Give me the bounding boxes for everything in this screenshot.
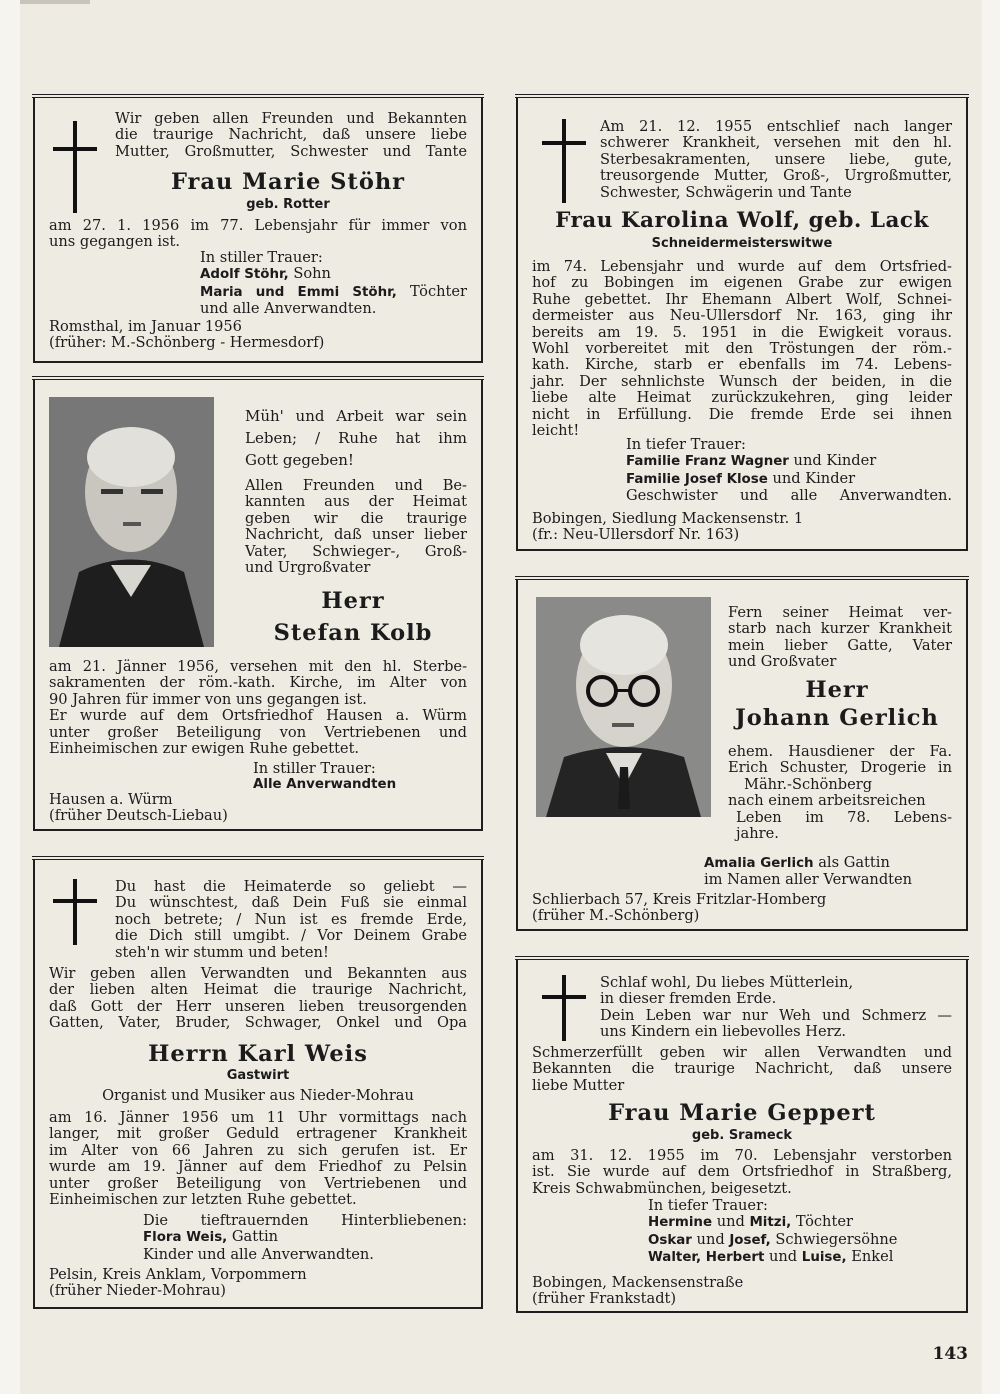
page-margin-left [0, 0, 20, 1394]
place-line: Schlierbach 57, Kreis Fritzlar-Homberg (früher M.-Schönberg) [532, 891, 827, 925]
death-details: am 21. Jänner 1956, versehen mit den hl. Sterbe- sakramenten der röm.-kath. Kirche, im Alter von 90 Jahren für immer von uns gegangen ist. Er wurde auf dem Ortsfriedhof Hausen a. Würm unter großer Beteiligung von Vertriebenen und Einheimischen zur ewigen Ruhe gebettet. [49, 658, 467, 758]
obituary-marie-geppert [516, 959, 968, 1313]
cross-icon [53, 121, 97, 213]
verse-text: Schlaf wohl, Du liebes Mütterlein, in dieser fremden Erde. Dein Leben war nur Weh und Schmerz — uns Kindern ein liebevolles Herz. [600, 974, 952, 1041]
mourners-block: Amalia Gerlich als Gattin im Namen aller Verwandten [704, 854, 913, 889]
verse-text: Du hast die Heimaterde so geliebt — Du wünschtest, daß Dein Fuß sie einmal noch betrete; / Nun ist es fremde Erde, die Dich still umgibt. / Vor Deinem Grabe steh'n wir stumm und beten! [115, 878, 467, 961]
death-details: ehem. Hausdiener der Fa. Erich Schuster, Drogerie in Mähr.-Schönberg nach einem arbeitsreichen Leben im 78. Lebens- jahre. [728, 743, 952, 843]
intro-text: Schmerzerfüllt geben wir allen Verwandten und Bekannten die traurige Nachricht, daß unsere liebe Mutter [532, 1044, 952, 1094]
place-line: Hausen a. Würm (früher Deutsch-Liebau) [49, 791, 228, 825]
deceased-name: Frau Karolina Wolf, geb. Lack [555, 208, 929, 233]
place-line: Romsthal, im Januar 1956 (früher: M.-Schönberg - Hermesdorf) [49, 318, 325, 352]
mourners-block: In tiefer Trauer: Hermine und Mitzi, Töchter Oskar und Josef, Schwiegersöhne Walter, Herbert und Luise, Enkel [648, 1197, 898, 1266]
deceased-name: Herrn Karl Weis [148, 1041, 368, 1067]
maiden-name: geb. Srameck [691, 1128, 793, 1143]
cross-icon [542, 119, 586, 203]
intro-text: Wir geben allen Freunden und Bekannten die traurige Nachricht, daß unsere liebe Mutter, Großmutter, Schwester und Tante [115, 110, 467, 160]
death-details: am 27. 1. 1956 im 77. Lebensjahr für immer von uns gegangen ist. [49, 217, 467, 251]
intro-text: Allen Freunden und Be- kannten aus der Heimat geben wir die traurige Nachricht, daß unser lieber Vater, Schwieger-, Groß- und Urgroßvater [245, 477, 467, 577]
deceased-name: Stefan Kolb [273, 620, 433, 646]
mourners-block: In stiller Trauer: Adolf Stöhr, Sohn Maria und Emmi Stöhr, Töchter und alle Anverwandten. [200, 249, 467, 318]
death-details: am 31. 12. 1955 im 70. Lebensjahr verstorben ist. Sie wurde auf dem Ortsfriedhof in Straßberg, Kreis Schwabmünchen, beigesetzt. [532, 1147, 952, 1197]
portrait-photo [49, 397, 214, 647]
mourners-block: Die tieftrauernden Hinterbliebenen: Flora Weis, Gattin Kinder und alle Anverwandten. [143, 1212, 467, 1263]
cross-icon [53, 879, 97, 945]
intro-text: Wir geben allen Verwandten und Bekannten aus der lieben alten Heimat die traurige Nachricht, daß Gott der Herr unseren lieben treusorgenden Gatten, Vater, Bruder, Schwager, Onkel und Opa [49, 965, 467, 1032]
title-herr: Herr [805, 677, 869, 703]
page-margin-right [982, 0, 1000, 1394]
place-line: Bobingen, Siedlung Mackensenstr. 1 (fr.: Neu-Ullersdorf Nr. 163) [532, 510, 804, 544]
mourners-block: In stiller Trauer: Alle Anverwandten [253, 760, 397, 793]
obituary-marie-stoehr [33, 97, 483, 363]
death-details: im 74. Lebensjahr und wurde auf dem Ortsfried- hof zu Bobingen im eigenen Grabe zur ewigen Ruhe gebettet. Ihr Ehemann Albert Wolf, Schnei- dermeister aus Neu-Ullersdorf Nr. 163, ging ihr bereits am 19. 5. 1951 in die Ewigkeit voraus. Wohl vorbereitet mit den Tröstungen der röm.- kath. Kirche, starb er ebenfalls im 74. Lebens- jahr. Der sehnlichste Wunsch der beiden, in die liebe alte Heimat zurückzukehren, ging leider nicht in Erfüllung. Die fremde Erde sei ihnen leicht! [532, 258, 952, 440]
page-edge-mark [20, 0, 90, 4]
verse-text: Müh' und Arbeit war sein Leben; / Ruhe hat ihm Gott gegeben! [245, 407, 467, 469]
intro-text: Fern seiner Heimat ver- starb nach kurzer Krankheit mein lieber Gatte, Vater und Großvater [728, 604, 952, 671]
obituary-karl-weis [33, 859, 483, 1309]
portrait-photo [536, 597, 711, 817]
page-number: 143 [932, 1344, 968, 1364]
obituary-stefan-kolb [33, 379, 483, 831]
occupation: Gastwirt [226, 1068, 290, 1083]
death-details: am 16. Jänner 1956 um 11 Uhr vormittags nach langer, mit großer Geduld ertragener Krankheit im Alter von 66 Jahren zu sich gerufen ist. Er wurde am 19. Jänner auf dem Friedhof zu Pelsin unter großer Beteiligung von Vertriebenen und Einheimischen zur letzten Ruhe gebettet. [49, 1109, 467, 1209]
mourners-block: In tiefer Trauer: Familie Franz Wagner und Kinder Familie Josef Klose und Kinder Geschwister und alle Anverwandten. [626, 436, 952, 505]
intro-text: Am 21. 12. 1955 entschlief nach langer schwerer Krankheit, versehen mit den hl. Sterbesakramenten, unsere liebe, gute, treusorgende Mutter, Groß-, Urgroßmutter, Schwester, Schwägerin und Tante [600, 118, 952, 201]
occupation: Schneidermeisterswitwe [651, 236, 833, 251]
obituary-karolina-wolf [516, 97, 968, 551]
cross-icon [542, 975, 586, 1041]
title-herr: Herr [321, 588, 385, 614]
place-line: Pelsin, Kreis Anklam, Vorpommern (früher Nieder-Mohrau) [49, 1266, 307, 1300]
place-line: Bobingen, Mackensenstraße (früher Frankstadt) [532, 1274, 744, 1308]
deceased-name: Frau Marie Geppert [608, 1100, 876, 1126]
role-line: Organist und Musiker aus Nieder-Mohrau [102, 1087, 414, 1104]
obituary-johann-gerlich [516, 579, 968, 931]
deceased-name: Johann Gerlich [735, 705, 939, 731]
maiden-name: geb. Rotter [246, 197, 330, 212]
deceased-name: Frau Marie Stöhr [170, 169, 406, 195]
